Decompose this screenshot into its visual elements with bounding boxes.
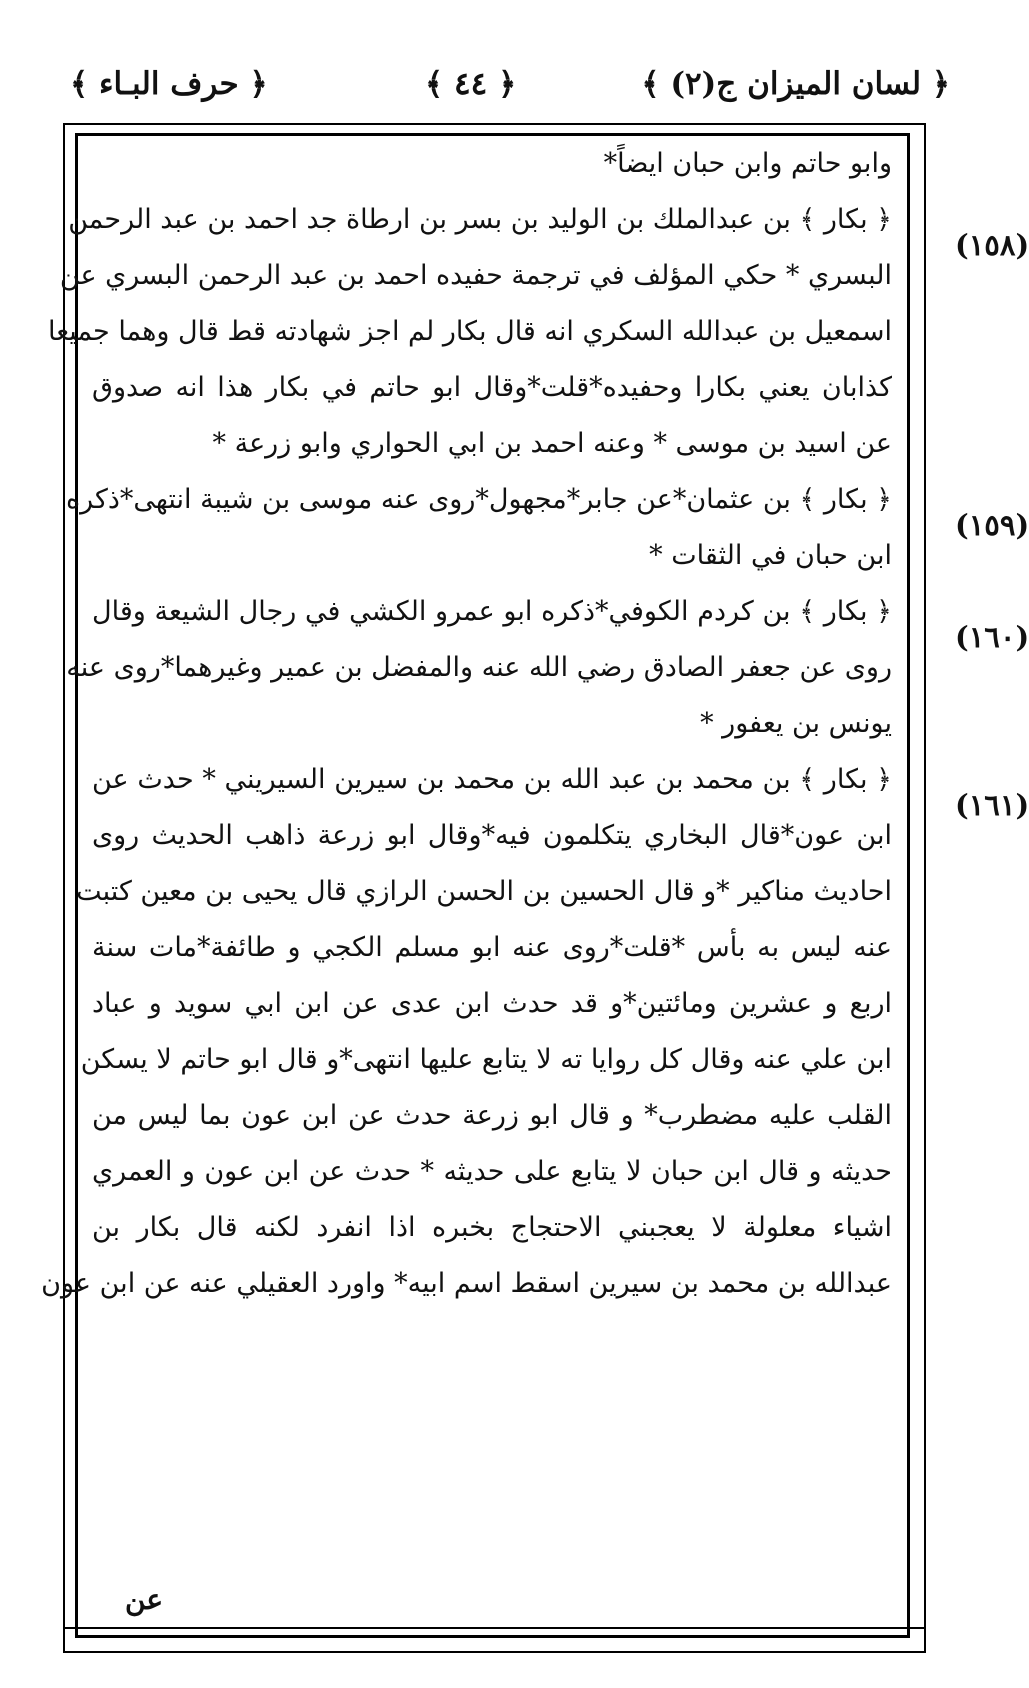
entry-number-158: (١٥٨) — [955, 228, 1029, 262]
text-line: ابن حبان في الثقات * — [649, 540, 892, 571]
entry-number-160: (١٦٠) — [955, 620, 1029, 654]
text-line: عنه ليس به بأس *قلت*روى عنه ابو مسلم الكجي و طائفة*مات سنة — [92, 932, 892, 963]
text-line: ﴿ بكار ﴾ بن كردم الكوفي*ذكره ابو عمرو الكشي في رجال الشيعة وقال — [92, 596, 892, 627]
text-line: البسري * حكي المؤلف في ترجمة حفيده احمد بن عبد الرحمن البسري عن — [59, 260, 892, 291]
text-line: كذابان يعني بكارا وحفيده*قلت*وقال ابو حاتم في بكار هذا انه صدوق — [92, 372, 892, 403]
text-line: ﴿ بكار ﴾ بن عثمان*عن جابر*مجهول*روى عنه موسى بن شيبة انتهى*ذكره — [65, 484, 892, 515]
text-line: وابو حاتم وابن حبان ايضاً* — [603, 148, 892, 179]
text-line: ﴿ بكار ﴾ بن محمد بن عبد الله بن محمد بن سيرين السيريني * حدث عن — [92, 764, 892, 795]
text-line: ابن عون*قال البخاري يتكلمون فيه*وقال ابو زرعة ذاهب الحديث روى — [92, 820, 892, 851]
text-line: اشياء معلولة لا يعجبني الاحتجاج بخبره اذا انفرد لكنه قال بكار بن — [92, 1212, 892, 1243]
text-line: اربع و عشرين ومائتين*و قد حدث ابن عدى عن ابن ابي سويد و عباد — [92, 988, 892, 1019]
text-line: ﴿ بكار ﴾ بن عبدالملك بن الوليد بن بسر بن ارطاة جد احمد بن عبد الرحمن — [68, 204, 892, 235]
header-page-number: ﴿ ٤٤ ﴾ — [425, 66, 517, 102]
text-line: عن اسيد بن موسى * وعنه احمد بن ابي الحواري وابو زرعة * — [212, 428, 892, 459]
header-section-title: ﴿ حرف البـاء ﴾ — [70, 66, 268, 102]
text-line: يونس بن يعفور * — [700, 708, 892, 739]
bottom-rule — [63, 1627, 926, 1629]
text-line: روى عن جعفر الصادق رضي الله عنه والمفضل بن عمير وغيرهما*روى عنه — [66, 652, 892, 683]
body-text — [41, 136, 892, 1616]
text-line: اسمعيل بن عبدالله السكري انه قال بكار لم اجز شهادته قط قال وهما جميعا — [48, 316, 892, 347]
catchword: عن — [125, 1583, 164, 1616]
text-line: ابن علي عنه وقال كل روايا ته لا يتابع عليها انتهى*و قال ابو حاتم لا يسكن — [80, 1044, 892, 1075]
header-book-title: ﴿ لسان الميزان ج(٢) ﴾ — [641, 66, 950, 102]
entry-number-161: (١٦١) — [955, 788, 1029, 822]
entry-number-159: (١٥٩) — [955, 508, 1029, 542]
running-header — [70, 58, 950, 118]
text-line: عبدالله بن محمد بن سيرين اسقط اسم ابيه* واورد العقيلي عنه عن ابن عون — [41, 1268, 892, 1299]
text-line: احاديث مناكير *و قال الحسين بن الحسن الرازي قال يحيى بن معين كتبت — [76, 876, 892, 907]
text-line: حديثه و قال ابن حبان لا يتابع على حديثه * حدث عن ابن عون و العمري — [92, 1156, 892, 1187]
text-line: القلب عليه مضطرب* و قال ابو زرعة حدث عن ابن عون بما ليس من — [92, 1100, 892, 1131]
